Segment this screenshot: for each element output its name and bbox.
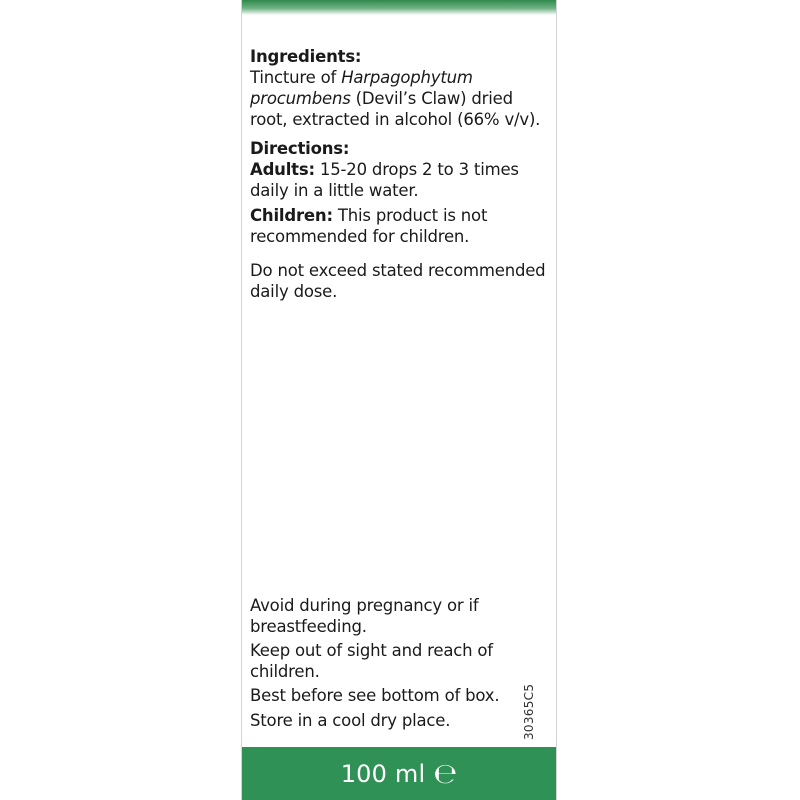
- ingredients-heading: Ingredients:: [250, 47, 362, 66]
- dose-warning-section: [250, 260, 550, 302]
- estimated-sign-icon: ℮: [433, 756, 458, 790]
- dose-warning-text: Do not exceed stated recommended daily dose.: [250, 261, 546, 301]
- product-code: 30365C5: [522, 683, 536, 740]
- adults-directions: [250, 159, 550, 201]
- best-before-text: Best before see bottom of box.: [250, 686, 500, 705]
- top-green-band: [242, 0, 556, 15]
- best-before-note: [250, 685, 550, 706]
- pregnancy-warning: [250, 595, 550, 637]
- children-text: This product is not recommended for children.: [250, 206, 488, 246]
- ingredients-suffix: (Devil’s Claw) dried root, extracted in alcohol (66% v/v).: [250, 89, 541, 129]
- directions-section: [250, 138, 550, 201]
- volume-label: 100 ml: [340, 759, 426, 788]
- storage-text: Store in a cool dry place.: [250, 711, 451, 730]
- directions-heading: Directions:: [250, 139, 350, 158]
- ingredients-latin-name: Harpagophytum procumbens: [250, 68, 473, 108]
- adults-label: Adults:: [250, 160, 315, 179]
- product-label: [241, 0, 557, 800]
- ingredients-section: [250, 46, 550, 130]
- ingredients-text: [250, 67, 550, 130]
- reach-warning-text: Keep out of sight and reach of children.: [250, 641, 493, 681]
- children-section: [250, 205, 550, 247]
- storage-note: [250, 710, 550, 731]
- ingredients-prefix: Tincture of: [250, 68, 342, 87]
- children-label: Children:: [250, 206, 333, 225]
- reach-warning: [250, 640, 550, 682]
- adults-text: 15-20 drops 2 to 3 times daily in a little water.: [250, 160, 519, 200]
- children-directions: [250, 205, 550, 247]
- bottom-green-band: [242, 747, 556, 800]
- pregnancy-warning-text: Avoid during pregnancy or if breastfeeding.: [250, 596, 479, 636]
